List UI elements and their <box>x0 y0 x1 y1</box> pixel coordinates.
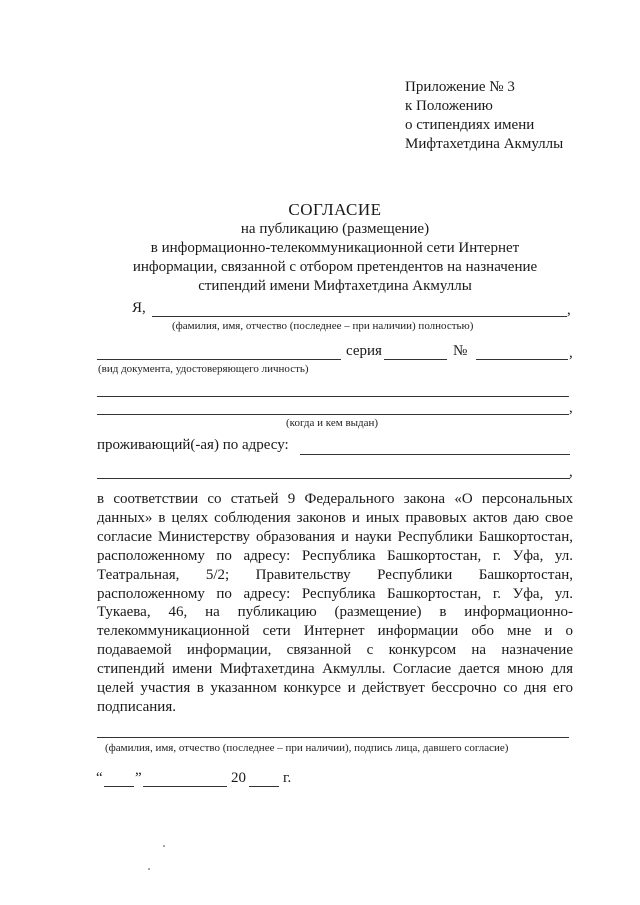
name-comma: , <box>567 302 571 318</box>
heading-line-3: информации, связанной с отбором претендентов на назначение <box>132 259 538 275</box>
scan-speck <box>148 868 150 870</box>
annex-line-3: о стипендиях имени <box>405 117 535 133</box>
heading-line-1: на публикацию (размещение) <box>240 221 430 237</box>
date-day-field[interactable] <box>104 786 134 787</box>
annex-line-1: Приложение № 3 <box>405 79 515 95</box>
issued-comma: , <box>569 400 573 416</box>
i-label: Я, <box>132 300 146 316</box>
address-comma: , <box>569 464 573 480</box>
series-label: серия <box>346 343 382 359</box>
number-field[interactable] <box>476 359 568 360</box>
scan-speck <box>163 845 165 847</box>
date-year-suffix: г. <box>283 770 292 786</box>
number-label: № <box>453 343 468 359</box>
address-field-2[interactable] <box>97 478 570 479</box>
document-heading <box>95 200 575 296</box>
series-field[interactable] <box>384 359 447 360</box>
document-comma: , <box>569 345 573 361</box>
heading-line-2: в информационно-телекоммуникационной сети Интернет <box>150 240 520 256</box>
address-field-1[interactable] <box>300 454 570 455</box>
date-quote-open: “ <box>96 770 103 786</box>
document-type-field[interactable] <box>97 359 341 360</box>
heading-line-4: стипендий имени Мифтахетдина Акмуллы <box>198 278 472 294</box>
full-name-field[interactable] <box>152 316 567 317</box>
signature-caption: (фамилия, имя, отчество (последнее – при наличии), подпись лица, давшего согласие) <box>105 742 509 754</box>
annex-line-4: Мифтахетдина Акмуллы <box>405 136 564 152</box>
issued-by-caption: (когда и кем выдан) <box>286 417 379 429</box>
address-label: проживающий(-ая) по адресу: <box>97 437 289 453</box>
signature-field[interactable] <box>97 737 569 738</box>
date-month-field[interactable] <box>143 786 227 787</box>
full-name-caption: (фамилия, имя, отчество (последнее – при наличии) полностью) <box>172 320 474 332</box>
consent-paragraph: в соответствии со статьей 9 Федерального закона «О персональных данных» в целях соблюдения законов и иных правовых актов даю свое согласие Министерству образования и науки Республики Башкортостан, расположенному по адресу: Республика Башкортостан, г. Уфа, ул. Театральная, 5/2; Правительству Республики Башкортостан, расположенному по адресу: Республика Башкортостан, г. Уфа, ул. Тукаева, 46, на публикацию (размещение) в информационно-телекоммуникационной сети Интернет информации обо мне и о подаваемой информации, связанной с конкурсом на назначение стипендий имени Мифтахетдина Акмуллы. Согласие дается мною для целей участия в указанном конкурсе и действует бессрочно со дня его подписания. <box>97 491 573 715</box>
document-title: СОГЛАСИЕ <box>288 200 382 219</box>
issued-by-field-1[interactable] <box>97 396 569 397</box>
date-year-prefix: 20 <box>231 770 246 786</box>
date-quote-close: ” <box>135 770 142 786</box>
date-year-field[interactable] <box>249 786 279 787</box>
annex-block <box>405 78 563 154</box>
document-type-caption: (вид документа, удостоверяющего личность) <box>98 363 309 375</box>
annex-line-2: к Положению <box>405 98 493 114</box>
issued-by-field-2[interactable] <box>97 414 569 415</box>
